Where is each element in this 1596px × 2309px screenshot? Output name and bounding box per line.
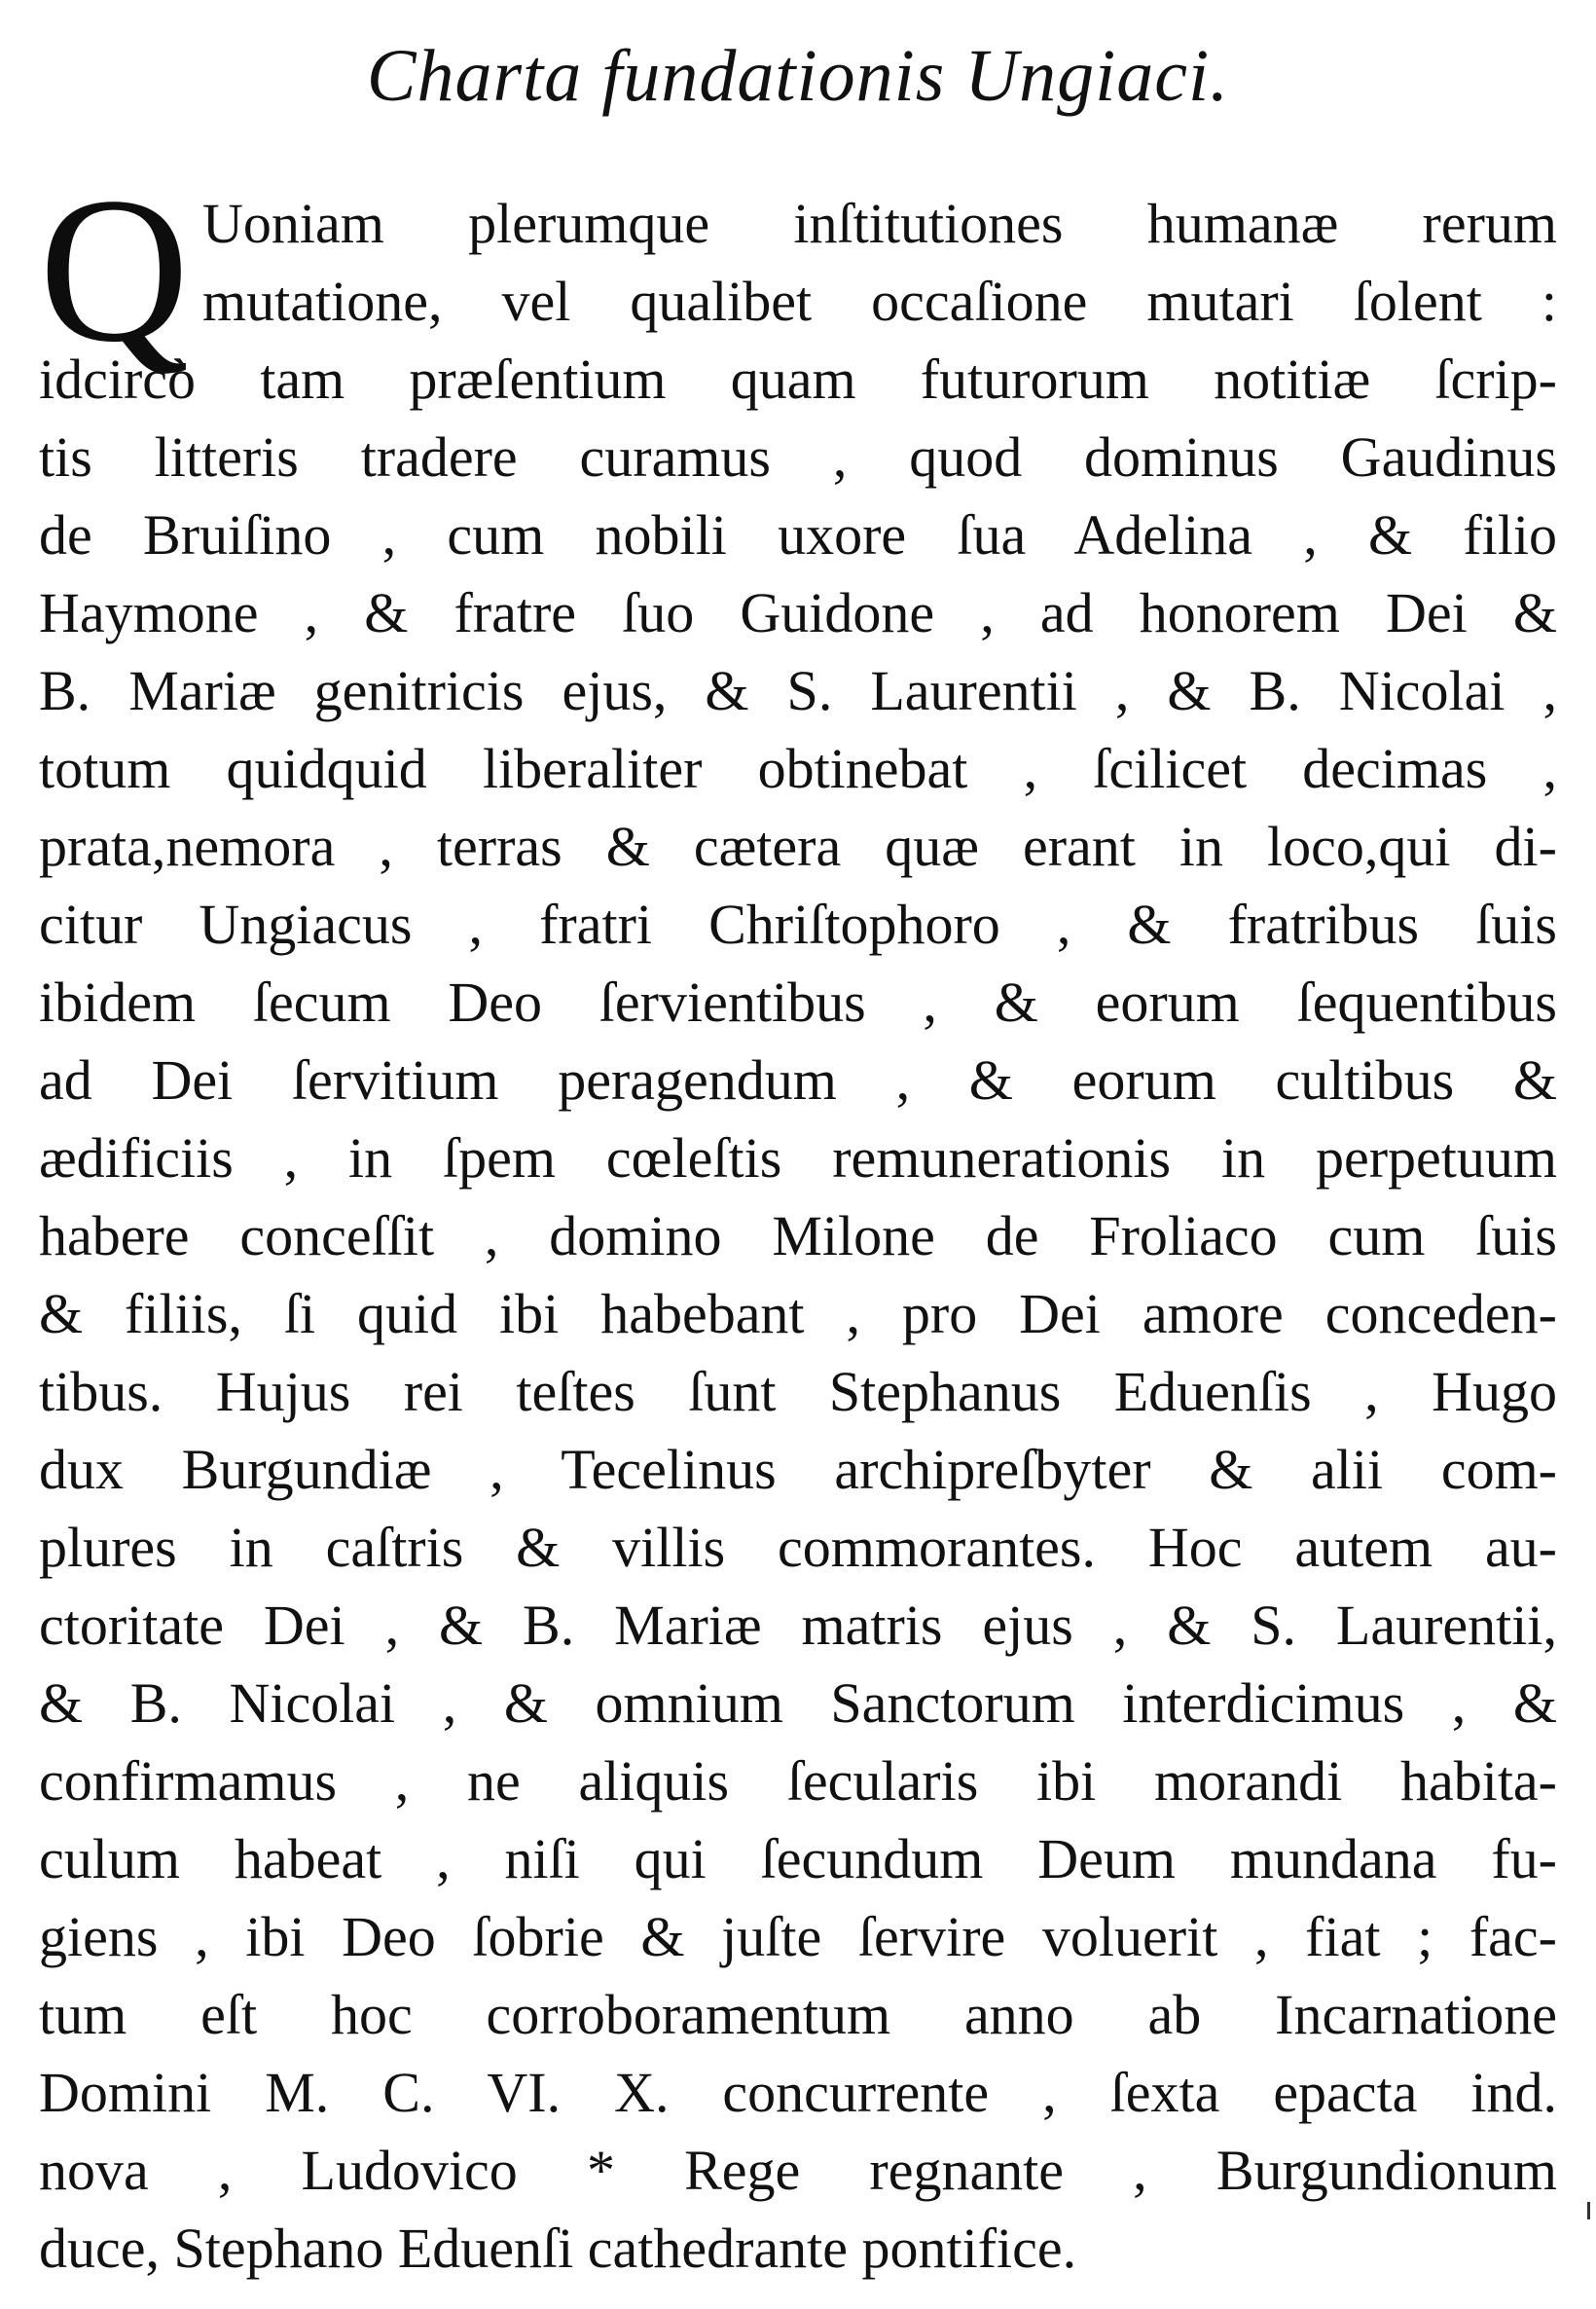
document-title: Charta fundationis Ungiaci. (366, 35, 1230, 117)
text-line: Domini M. C. VI. X. concurrente , ſexta epacta ind. (39, 2061, 1557, 2124)
text-line: ædificiis , in ſpem cœleſtis remunerationis in perpetuum (39, 1126, 1557, 1190)
text-line: tibus. Hujus rei teſtes ſunt Stephanus Eduenſis , Hugo (39, 1360, 1557, 1423)
text-line: tis litteris tradere curamus , quod dominus Gaudinus (39, 425, 1557, 489)
text-line: habere conceſſit , domino Milone de Froliaco cum ſuis (39, 1204, 1557, 1267)
text-line: prata,nemora , terras & cætera quæ erant in loco,qui di- (39, 815, 1557, 878)
text-line: totum quidquid liberaliter obtinebat , ſcilicet decimas , (39, 737, 1557, 800)
text-line: citur Ungiacus , fratri Chriſtophoro , & fratribus ſuis (39, 893, 1557, 956)
text-line: confirmamus , ne aliquis ſecularis ibi morandi habita- (39, 1749, 1557, 1813)
drop-cap-initial: Q (39, 155, 190, 385)
text-line: Uoniam plerumque inſtitutiones humanæ rerum (202, 192, 1557, 255)
text-line: ctoritate Dei , & B. Mariæ matris ejus , & S. Laurentii, (39, 1594, 1557, 1657)
text-line: B. Mariæ genitricis ejus, & S. Laurentii , & B. Nicolai , (39, 659, 1557, 722)
text-line: & filiis, ſi quid ibi habebant , pro Dei amore conceden- (39, 1282, 1557, 1345)
text-line: Haymone , & fratre ſuo Guidone , ad honorem Dei & (39, 581, 1557, 644)
text-line: de Bruiſino , cum nobili uxore ſua Adelina , & filio (39, 503, 1557, 567)
text-line: & B. Nicolai , & omnium Sanctorum interdicimus , & (39, 1671, 1557, 1735)
text-line: tum eſt hoc corroboramentum anno ab Incarnatione (39, 1983, 1557, 2046)
text-line: ad Dei ſervitium peragendum , & eorum cultibus & (39, 1048, 1557, 1112)
charter-text-block (39, 185, 1557, 2288)
text-line: idcircò tam præſentium quam futurorum notitiæ ſcrip- (39, 348, 1557, 411)
text-line: plures in caſtris & villis commorantes. Hoc autem au- (39, 1516, 1557, 1579)
text-line: ibidem ſecum Deo ſervientibus , & eorum ſequentibus (39, 971, 1557, 1034)
text-line: nova , Ludovico * Rege regnante , Burgundionum (39, 2139, 1557, 2202)
margin-mark (1587, 2202, 1590, 2219)
text-line: mutatione, vel qualibet occaſione mutari ſolent : (202, 270, 1557, 333)
text-line: duce, Stephano Eduenſi cathedrante pontifice. (39, 2217, 1077, 2280)
text-line: giens , ibi Deo ſobrie & juſte ſervire voluerit , fiat ; fac- (39, 1905, 1557, 1968)
text-line: dux Burgundiæ , Tecelinus archipreſbyter & alii com- (39, 1438, 1557, 1501)
text-line: culum habeat , niſi qui ſecundum Deum mundana fu- (39, 1827, 1557, 1890)
